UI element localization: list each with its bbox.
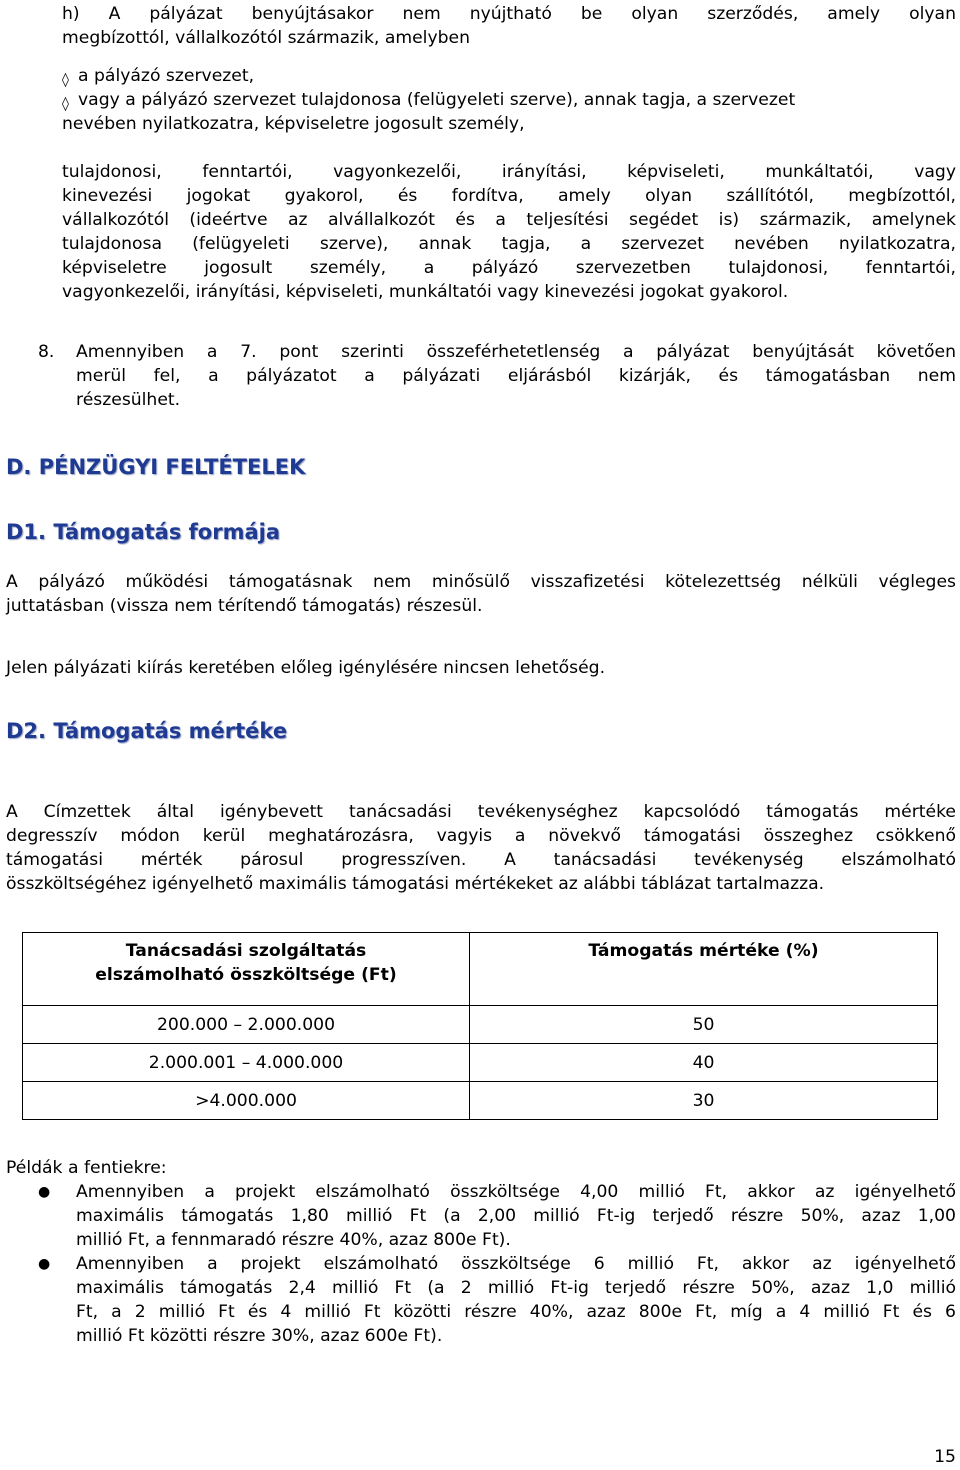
- paragraph-line: tulajdonosi, fenntartói, vagyonkezelői, irányítási, képviseleti, munkáltatói, vagy: [62, 162, 956, 182]
- section-heading-d1: D1. Támogatás formája: [6, 520, 280, 544]
- point-8-number: 8.: [38, 342, 55, 362]
- paragraph-line: képviseletre jogosult személy, a pályázó szervezetben tulajdonosi, fenntartói,: [62, 258, 956, 278]
- paragraph-line: megbízottól, vállalkozótól származik, amelyben: [62, 28, 470, 48]
- table-cell-rate: 30: [470, 1082, 938, 1120]
- paragraph-line: összköltségéhez igényelhető maximális támogatási mértékeket az alábbi táblázat tartalmazza.: [6, 874, 825, 894]
- paragraph-line: degresszív módon kerül meghatározásra, vagyis a növekvő támogatási összeghez csökkenő: [6, 826, 956, 846]
- table-header-rate: Támogatás mértéke (%): [470, 933, 938, 1006]
- table-row: [23, 1044, 938, 1082]
- paragraph-line: millió Ft, a fennmaradó részre 40%, azaz 800e Ft).: [76, 1230, 511, 1250]
- table-cell-rate: 50: [470, 1006, 938, 1044]
- paragraph-line: Amennyiben a projekt elszámolható összköltsége 4,00 millió Ft, akkor az igényelhető: [76, 1182, 956, 1202]
- paragraph-line: vagyonkezelői, irányítási, képviseleti, munkáltatói vagy kinevezési jogokat gyakorol.: [62, 282, 789, 302]
- paragraph-line: maximális támogatás 2,4 millió Ft (a 2 millió Ft-ig terjedő részre 50%, azaz 1,0 millió: [76, 1278, 956, 1298]
- header-line: elszámolható összköltsége (Ft): [95, 965, 397, 985]
- examples-label: Példák a fentiekre:: [6, 1158, 167, 1178]
- table-header-cost: [23, 933, 470, 1006]
- paragraph-line: millió Ft közötti részre 30%, azaz 600e Ft).: [76, 1326, 443, 1346]
- paragraph-tulajdonosi: [62, 160, 956, 304]
- paragraph-line: tulajdonosa (felügyeleti szerve), annak tagja, a szervezet nevében nyilatkozatra,: [62, 234, 956, 254]
- bullet-icon: ●: [38, 1256, 51, 1272]
- paragraph-line: Ft, a 2 millió Ft és 4 millió Ft közötti részre 40%, azaz 800e Ft, míg a 4 millió Ft és 6: [76, 1302, 956, 1322]
- paragraph-d1: [6, 570, 956, 618]
- paragraph-line: A pályázó működési támogatásnak nem minősülő visszafizetési kötelezettség nélküli végleges: [6, 572, 956, 592]
- diamond-bullet-icon: ◊: [62, 96, 69, 112]
- point-8-text: [76, 340, 956, 412]
- table-cell-range: 2.000.001 – 4.000.000: [23, 1044, 470, 1082]
- header-line: Tanácsadási szolgáltatás: [125, 941, 367, 961]
- table-row: [23, 1006, 938, 1044]
- table-cell-range: 200.000 – 2.000.000: [23, 1006, 470, 1044]
- paragraph-line: A Címzettek által igénybevett tanácsadási tevékenységhez kapcsolódó támogatás mértéke: [6, 802, 956, 822]
- diamond-item-continuation: nevében nyilatkozatra, képviseletre jogosult személy,: [62, 114, 525, 134]
- paragraph-line: kinevezési jogokat gyakorol, és fordítva, amely olyan szállítótól, megbízottól,: [62, 186, 956, 206]
- paragraph-h: [62, 2, 956, 50]
- table-cell-range: >4.000.000: [23, 1082, 470, 1120]
- table-cell-rate: 40: [470, 1044, 938, 1082]
- section-heading-d2: D2. Támogatás mértéke: [6, 719, 288, 743]
- support-rate-table: [22, 932, 938, 1120]
- table-header-row: [23, 933, 938, 1006]
- section-heading-d: D. PÉNZÜGYI FELTÉTELEK: [6, 455, 306, 479]
- diamond-item-text: vagy a pályázó szervezet tulajdonosa (felügyeleti szerve), annak tagja, a szervezet: [78, 90, 796, 110]
- paragraph-advance: Jelen pályázati kiírás keretében előleg igénylésére nincsen lehetőség.: [6, 658, 606, 678]
- paragraph-line: maximális támogatás 1,80 millió Ft (a 2,00 millió Ft-ig terjedő részre 50%, azaz 1,00: [76, 1206, 956, 1226]
- paragraph-line: h) A pályázat benyújtásakor nem nyújtható be olyan szerződés, amely olyan: [62, 4, 956, 24]
- table-row: [23, 1082, 938, 1120]
- diamond-item-text: a pályázó szervezet,: [78, 66, 255, 86]
- example-text: [76, 1180, 956, 1252]
- paragraph-line: részesülhet.: [76, 390, 181, 410]
- paragraph-line: Amennyiben a projekt elszámolható összköltsége 6 millió Ft, akkor az igényelhető: [76, 1254, 956, 1274]
- paragraph-line: juttatásban (vissza nem térítendő támogatás) részesül.: [6, 596, 483, 616]
- bullet-icon: ●: [38, 1184, 51, 1200]
- page-number: 15: [934, 1447, 956, 1467]
- paragraph-line: támogatási mérték párosul progresszíven. A tanácsadási tevékenység elszámolható: [6, 850, 956, 870]
- paragraph-d2: [6, 800, 956, 896]
- paragraph-line: vállalkozótól (ideértve az alvállalkozót és a teljesítési segédet is) származik, amelynek: [62, 210, 956, 230]
- example-text: [76, 1252, 956, 1348]
- paragraph-line: Amennyiben a 7. pont szerinti összeférhetetlenség a pályázat benyújtását követően: [76, 342, 956, 362]
- paragraph-line: merül fel, a pályázatot a pályázati eljárásból kizárják, és támogatásban nem: [76, 366, 956, 386]
- diamond-bullet-icon: ◊: [62, 72, 69, 88]
